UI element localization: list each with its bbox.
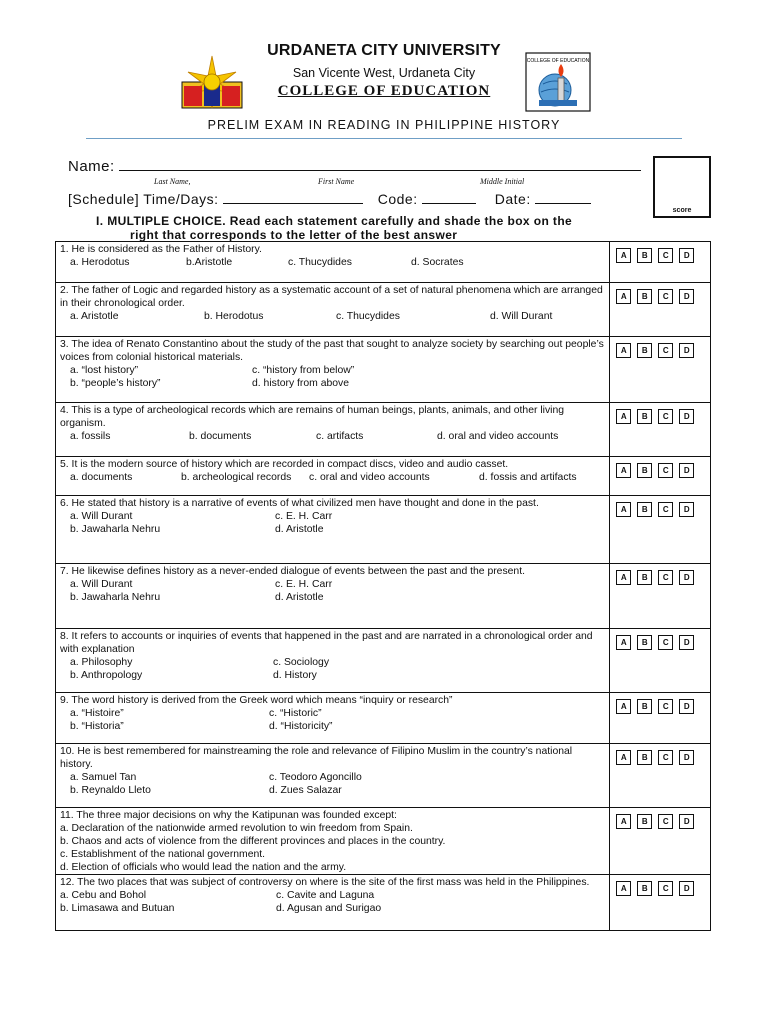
question-row <box>56 242 711 283</box>
answer-box-d[interactable]: D <box>679 814 694 829</box>
answer-cell <box>610 744 711 808</box>
date-label: Date: <box>494 191 531 207</box>
question-cell <box>56 337 610 403</box>
header-divider <box>86 138 682 139</box>
answer-box-a[interactable]: A <box>616 289 631 304</box>
first-name-hint: First Name <box>318 177 355 186</box>
option-c: c. Cavite and Laguna <box>276 890 375 901</box>
option-a: a. “lost history” <box>70 365 139 376</box>
option-a: a. Samuel Tan <box>70 772 137 783</box>
answer-cell <box>610 875 711 931</box>
name-field[interactable] <box>119 156 641 171</box>
answer-cell <box>610 629 711 693</box>
answer-box-a[interactable]: A <box>616 409 631 424</box>
option-b: b. Chaos and acts of violence from the different provinces and places in the country. <box>60 836 446 847</box>
exam-title: PRELIM EXAM IN READING IN PHILIPPINE HISTORY <box>207 118 561 132</box>
option-b: b. documents <box>189 431 252 442</box>
answer-box-c[interactable]: C <box>658 502 673 517</box>
option-c: c. Teodoro Agoncillo <box>269 772 362 783</box>
answer-boxes <box>616 248 710 263</box>
answer-box-c[interactable]: C <box>658 570 673 585</box>
answer-box-a[interactable]: A <box>616 881 631 896</box>
option-b: b. Limasawa and Butuan <box>60 903 175 914</box>
answer-box-b[interactable]: B <box>637 881 652 896</box>
answer-boxes <box>616 814 710 829</box>
option-b: b. “people’s history” <box>70 378 161 389</box>
answer-box-d[interactable]: D <box>679 699 694 714</box>
answer-box-d[interactable]: D <box>679 635 694 650</box>
question-row <box>56 629 711 693</box>
answer-cell <box>610 242 711 283</box>
answer-box-b[interactable]: B <box>637 409 652 424</box>
last-name-hint: Last Name, <box>154 177 191 186</box>
score-box[interactable] <box>653 156 711 218</box>
option-a: a. documents <box>70 472 133 483</box>
answer-boxes <box>616 289 710 304</box>
option-c: c. Thucydides <box>288 257 352 268</box>
question-cell <box>56 496 610 564</box>
answer-box-a[interactable]: A <box>616 750 631 765</box>
questions-table <box>55 241 711 931</box>
answer-cell <box>610 457 711 496</box>
question-cell <box>56 744 610 808</box>
option-c: c. artifacts <box>316 431 364 442</box>
answer-box-c[interactable]: C <box>658 248 673 263</box>
answer-box-c[interactable]: C <box>658 343 673 358</box>
option-c: c. Sociology <box>273 657 330 668</box>
option-b: b. Jawaharla Nehru <box>70 524 161 535</box>
answer-box-a[interactable]: A <box>616 248 631 263</box>
answer-box-a[interactable]: A <box>616 570 631 585</box>
option-c: c. Establishment of the national government. <box>60 849 266 860</box>
university-seal-logo <box>180 52 244 110</box>
answer-boxes <box>616 570 710 585</box>
answer-box-d[interactable]: D <box>679 502 694 517</box>
answer-box-d[interactable]: D <box>679 750 694 765</box>
name-row <box>68 156 641 175</box>
option-b: b. Jawaharla Nehru <box>70 592 161 603</box>
question-text: 6. He stated that history is a narrative of events of what civilized men have thought and done in the past. <box>60 498 539 509</box>
answer-box-b[interactable]: B <box>637 463 652 478</box>
option-b: b. “Historia” <box>70 721 124 732</box>
college-seal-text: COLLEGE OF EDUCATION <box>526 58 590 64</box>
answer-box-b[interactable]: B <box>637 502 652 517</box>
answer-box-b[interactable]: B <box>637 289 652 304</box>
question-text: 7. He likewise defines history as a never-ended dialogue of events between the past and the present. <box>60 566 525 577</box>
question-row <box>56 496 711 564</box>
question-row <box>56 875 711 931</box>
answer-boxes <box>616 502 710 517</box>
question-row <box>56 283 711 337</box>
option-d: d. Zues Salazar <box>269 785 342 796</box>
answer-box-a[interactable]: A <box>616 502 631 517</box>
question-cell <box>56 457 610 496</box>
schedule-row <box>68 189 591 207</box>
answer-box-d[interactable]: D <box>679 570 694 585</box>
question-text: 3. The idea of Renato Constantino about the study of the past that sought to analyze society by searching out people’s voices from colonial historical materials. <box>60 339 604 363</box>
option-a: a. Will Durant <box>70 579 133 590</box>
option-a: a. Cebu and Bohol <box>60 890 147 901</box>
option-c: c. E. H. Carr <box>275 579 333 590</box>
answer-cell <box>610 564 711 629</box>
question-cell <box>56 693 610 744</box>
answer-box-c[interactable]: C <box>658 881 673 896</box>
option-c: c. “Historic” <box>269 708 322 719</box>
answer-boxes <box>616 635 710 650</box>
question-text: 4. This is a type of archeological records which are remains of human beings, plants, animals, and other living organism. <box>60 405 565 429</box>
option-d: d. history from above <box>252 378 350 389</box>
answer-boxes <box>616 343 710 358</box>
question-row <box>56 403 711 457</box>
question-text: 11. The three major decisions on why the Katipunan was founded except: <box>60 810 397 821</box>
option-a: a. fossils <box>70 431 111 442</box>
answer-box-b[interactable]: B <box>637 635 652 650</box>
answer-box-b[interactable]: B <box>637 699 652 714</box>
option-b: b. Herodotus <box>204 311 264 322</box>
option-c: c. Thucydides <box>336 311 400 322</box>
answer-box-d[interactable]: D <box>679 463 694 478</box>
instructions <box>96 214 656 242</box>
answer-boxes <box>616 463 710 478</box>
answer-box-b[interactable]: B <box>637 570 652 585</box>
question-cell <box>56 283 610 337</box>
instructions-line-2: right that corresponds to the letter of the best answer <box>130 228 458 242</box>
option-a: a. Will Durant <box>70 511 133 522</box>
question-row <box>56 744 711 808</box>
option-a: a. “Histoire” <box>70 708 124 719</box>
question-text: 5. It is the modern source of history which are recorded in compact discs, video and audio casset. <box>60 459 509 470</box>
option-a: a. Aristotle <box>70 311 119 322</box>
option-c: c. oral and video accounts <box>309 472 430 483</box>
option-a: a. Herodotus <box>70 257 130 268</box>
middle-initial-hint: Middle Initial <box>480 177 525 186</box>
answer-box-a[interactable]: A <box>616 343 631 358</box>
question-cell <box>56 875 610 931</box>
option-b: b.Aristotle <box>186 257 233 268</box>
question-text: 1. He is considered as the Father of History. <box>60 244 262 255</box>
answer-cell <box>610 693 711 744</box>
answer-box-d[interactable]: D <box>679 248 694 263</box>
answer-cell <box>610 403 711 457</box>
question-text: 2. The father of Logic and regarded history as a systematic account of a set of natural phenomena which are arranged in their chronological order. <box>60 285 603 309</box>
question-text: 12. The two places that was subject of controversy on where is the site of the first mass was held in the Philippines. <box>60 877 590 888</box>
option-a: a. Philosophy <box>70 657 133 668</box>
answer-box-c[interactable]: C <box>658 635 673 650</box>
question-row <box>56 693 711 744</box>
option-d: d. Aristotle <box>275 524 324 535</box>
option-d: d. History <box>273 670 317 681</box>
question-row <box>56 337 711 403</box>
question-cell <box>56 629 610 693</box>
option-d: d. “Historicity” <box>269 721 333 732</box>
question-text: 10. He is best remembered for mainstreaming the role and relevance of Filipino Muslim in the country’s national history. <box>60 746 573 770</box>
answer-boxes <box>616 881 710 896</box>
answer-cell <box>610 808 711 875</box>
question-cell <box>56 564 610 629</box>
option-d: d. Agusan and Surigao <box>276 903 382 914</box>
option-d: d. Will Durant <box>490 311 553 322</box>
option-c: c. E. H. Carr <box>275 511 333 522</box>
answer-boxes <box>616 750 710 765</box>
code-label: Code: <box>377 191 418 207</box>
name-label: Name: <box>68 158 115 175</box>
answer-box-d[interactable]: D <box>679 881 694 896</box>
answer-cell <box>610 496 711 564</box>
schedule-field[interactable] <box>223 189 363 204</box>
university-address: San Vicente West, Urdaneta City <box>292 66 476 80</box>
question-cell <box>56 242 610 283</box>
option-d: d. fossis and artifacts <box>479 472 577 483</box>
answer-box-a[interactable]: A <box>616 635 631 650</box>
college-name: COLLEGE OF EDUCATION <box>277 83 491 99</box>
answer-box-b[interactable]: B <box>637 248 652 263</box>
answer-box-c[interactable]: C <box>658 463 673 478</box>
question-row <box>56 457 711 496</box>
answer-box-b[interactable]: B <box>637 750 652 765</box>
answer-box-a[interactable]: A <box>616 814 631 829</box>
option-d: d. Socrates <box>411 257 464 268</box>
answer-box-c[interactable]: C <box>658 409 673 424</box>
question-cell <box>56 403 610 457</box>
score-label: score <box>672 207 692 214</box>
answer-box-b[interactable]: B <box>637 343 652 358</box>
answer-box-d[interactable]: D <box>679 409 694 424</box>
option-b: b. Reynaldo Lleto <box>70 785 151 796</box>
option-a: a. Declaration of the nationwide armed revolution to win freedom from Spain. <box>60 823 413 834</box>
answer-box-c[interactable]: C <box>658 750 673 765</box>
option-b: b. Anthropology <box>70 670 143 681</box>
answer-box-c[interactable]: C <box>658 699 673 714</box>
answer-box-a[interactable]: A <box>616 699 631 714</box>
question-text: 8. It refers to accounts or inquiries of events that happened in the past and are narrated in a chronological order and with explanation <box>60 631 593 655</box>
code-field[interactable] <box>422 189 476 204</box>
college-seal-logo <box>525 52 591 112</box>
question-row <box>56 564 711 629</box>
option-d: d. Aristotle <box>275 592 324 603</box>
answer-boxes <box>616 409 710 424</box>
answer-box-d[interactable]: D <box>679 289 694 304</box>
answer-box-c[interactable]: C <box>658 814 673 829</box>
schedule-label: [Schedule] Time/Days: <box>68 191 219 207</box>
question-row <box>56 808 711 875</box>
option-d: d. Election of officials who would lead the nation and the army. <box>60 862 347 873</box>
option-d: d. oral and video accounts <box>437 431 559 442</box>
answer-cell <box>610 337 711 403</box>
option-c: c. “history from below” <box>252 365 355 376</box>
instructions-line-1: I. MULTIPLE CHOICE. Read each statement carefully and shade the box on the <box>96 214 573 228</box>
answer-box-c[interactable]: C <box>658 289 673 304</box>
option-b: b. archeological records <box>181 472 292 483</box>
header <box>0 0 768 140</box>
answer-box-d[interactable]: D <box>679 343 694 358</box>
question-text: 9. The word history is derived from the Greek word which means “inquiry or research” <box>60 695 453 706</box>
university-name: URDANETA CITY UNIVERSITY <box>267 42 501 59</box>
date-field[interactable] <box>535 189 591 204</box>
answer-box-b[interactable]: B <box>637 814 652 829</box>
answer-box-a[interactable]: A <box>616 463 631 478</box>
answer-boxes <box>616 699 710 714</box>
answer-cell <box>610 283 711 337</box>
question-cell <box>56 808 610 875</box>
